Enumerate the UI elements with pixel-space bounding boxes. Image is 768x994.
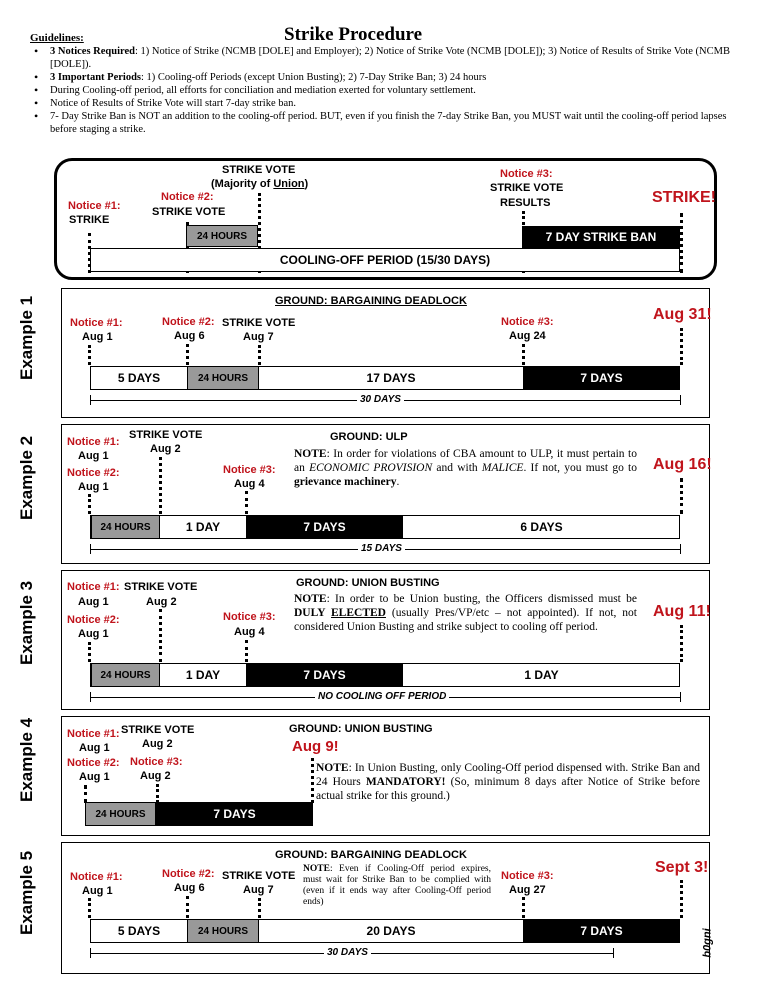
ex1-seg-7-days: 7 DAYS bbox=[523, 366, 680, 390]
example-3-ground: GROUND: UNION BUSTING bbox=[296, 577, 440, 589]
ex5-strike-vote: STRIKE VOTE bbox=[222, 870, 296, 882]
ex1-marker-2 bbox=[186, 344, 189, 365]
ex2-marker-4 bbox=[680, 478, 683, 514]
ex5-marker-1 bbox=[88, 898, 91, 918]
ex3-seg-7-days: 7 DAYS bbox=[246, 663, 403, 687]
author-signature: b0gni bbox=[701, 928, 714, 958]
overview-marker-5 bbox=[680, 213, 683, 273]
ex1-marker-5 bbox=[680, 328, 683, 365]
ex2-seg-7-days: 7 DAYS bbox=[246, 515, 403, 539]
ex5-notice2-date: Aug 6 bbox=[174, 882, 205, 894]
ex1-strike-vote-date: Aug 7 bbox=[243, 331, 274, 343]
ex2-notice3: Notice #3: bbox=[223, 464, 276, 476]
ex5-seg-7-days: 7 DAYS bbox=[523, 919, 680, 943]
ex2-seg-6-days: 6 DAYS bbox=[520, 520, 563, 534]
ex2-marker-1 bbox=[88, 494, 91, 514]
ex3-strike-vote: STRIKE VOTE bbox=[124, 581, 198, 593]
example-2-title: Example 2 bbox=[17, 435, 36, 520]
ex2-seg-1-day: 1 DAY bbox=[185, 520, 221, 534]
ex2-notice1-date: Aug 1 bbox=[78, 450, 109, 462]
ex5-strike-date: Sept 3! bbox=[655, 859, 709, 876]
ex3-notice2-date: Aug 1 bbox=[78, 628, 109, 640]
ex5-seg-5-days: 5 DAYS bbox=[117, 924, 161, 938]
ex3-notice2: Notice #2: bbox=[67, 614, 120, 626]
ex5-notice3: Notice #3: bbox=[501, 870, 554, 882]
ex5-marker-2 bbox=[186, 896, 189, 918]
ex4-marker-2 bbox=[156, 784, 159, 803]
example-4-ground: GROUND: UNION BUSTING bbox=[289, 723, 433, 735]
ex4-timeline bbox=[85, 803, 313, 827]
ex3-notice3-date: Aug 4 bbox=[234, 626, 265, 638]
ex2-dim-tick-right bbox=[680, 544, 681, 554]
overview-sv-results-1: STRIKE VOTE bbox=[490, 182, 564, 194]
ex5-dim-tick-right bbox=[613, 948, 614, 958]
overview-notice3-label: Notice #3: bbox=[500, 168, 553, 180]
ex4-notice1: Notice #1: bbox=[67, 728, 120, 740]
ex5-marker-3 bbox=[258, 898, 261, 918]
ex2-strike-vote: STRIKE VOTE bbox=[129, 429, 203, 441]
ex2-total: 15 DAYS bbox=[358, 543, 405, 554]
ex2-notice2: Notice #2: bbox=[67, 467, 120, 479]
ex3-marker-2 bbox=[159, 609, 162, 662]
ex1-marker-1 bbox=[88, 345, 91, 365]
ex4-notice2-date: Aug 1 bbox=[79, 771, 110, 783]
overview-strike-vote-label: STRIKE VOTE bbox=[152, 206, 226, 218]
ex2-marker-3 bbox=[245, 491, 248, 514]
ex3-note: NOTE: In order to be Union busting, the Officers dismissed must be DULY ELECTED (usually Pres/VP/etc – not appointed). If not, not considered Union Busting and strike subject to cooling off period. bbox=[294, 593, 637, 633]
ex1-marker-4 bbox=[522, 344, 525, 365]
ex5-total: 30 DAYS bbox=[324, 947, 371, 958]
guideline-3: • During Cooling-off period, all efforts for conciliation and mediation exerted for voluntary settlement. bbox=[30, 84, 740, 97]
ex4-notice3-date: Aug 2 bbox=[140, 770, 171, 782]
ex3-strike-vote-date: Aug 2 bbox=[146, 596, 177, 608]
ex2-marker-2 bbox=[159, 457, 162, 514]
ex5-marker-5 bbox=[680, 880, 683, 918]
ex2-notice3-date: Aug 4 bbox=[234, 478, 265, 490]
ex1-seg-24-hours: 24 HOURS bbox=[187, 366, 259, 390]
ex4-seg-7-days: 7 DAYS bbox=[156, 802, 313, 826]
ex1-notice1: Notice #1: bbox=[70, 317, 123, 329]
ex4-notice2: Notice #2: bbox=[67, 757, 120, 769]
guideline-1: • 3 Notices Required: 1) Notice of Strike (NCMB [DOLE] and Employer); 2) Notice of Strike Vote (NCMB [DOLE]); 3) Notice of Results of Strike Vote (NCMB [DOLE]). bbox=[30, 45, 740, 71]
ex4-notice1-date: Aug 1 bbox=[79, 742, 110, 754]
example-4-title: Example 4 bbox=[17, 717, 36, 802]
ex1-timeline bbox=[90, 366, 680, 390]
ex5-timeline bbox=[90, 919, 680, 943]
ex3-marker-3 bbox=[245, 640, 248, 662]
overview-sv-title: STRIKE VOTE bbox=[222, 164, 296, 176]
overview-strike-final: STRIKE! bbox=[652, 189, 716, 206]
ex1-strike-date: Aug 31! bbox=[653, 306, 712, 323]
example-3-title: Example 3 bbox=[17, 580, 36, 665]
example-5-title: Example 5 bbox=[17, 850, 36, 935]
ex2-strike-vote-date: Aug 2 bbox=[150, 443, 181, 455]
example-1-title: Example 1 bbox=[17, 295, 36, 380]
ex4-strike-date: Aug 9! bbox=[292, 738, 339, 755]
ex3-seg-24-hours: 24 HOURS bbox=[91, 663, 160, 687]
guideline-5: • 7- Day Strike Ban is NOT an addition to the cooling-off period. BUT, even if you finish the 7-day Strike Ban, you MUST wait until the cooling-off period lapses before staging a strike. bbox=[30, 110, 740, 136]
ex1-seg-5-days: 5 DAYS bbox=[117, 371, 161, 385]
ex1-notice2: Notice #2: bbox=[162, 316, 215, 328]
guidelines-label: Guidelines: bbox=[30, 32, 84, 44]
ex5-notice2: Notice #2: bbox=[162, 868, 215, 880]
overview-cooling-label: COOLING-OFF PERIOD (15/30 DAYS) bbox=[279, 253, 491, 267]
ex2-notice1: Notice #1: bbox=[67, 436, 120, 448]
ex4-seg-24-hours: 24 HOURS bbox=[85, 802, 156, 826]
ex4-notice3: Notice #3: bbox=[130, 756, 183, 768]
ex3-notice1-date: Aug 1 bbox=[78, 596, 109, 608]
ex5-note: NOTE: Even if Cooling-Off period expires, must wait for Strike Ban to be complied with (even if it ends way after Cooling-Off period ends) bbox=[303, 864, 491, 907]
guidelines-list bbox=[30, 45, 740, 136]
ex2-strike-date: Aug 16! bbox=[653, 456, 712, 473]
ex3-timeline bbox=[90, 663, 680, 687]
ex4-strike-vote: STRIKE VOTE bbox=[121, 724, 195, 736]
ex1-strike-vote: STRIKE VOTE bbox=[222, 317, 296, 329]
ex4-marker-3 bbox=[311, 758, 314, 803]
ex3-dim-tick-right bbox=[680, 692, 681, 702]
ex1-marker-3 bbox=[258, 345, 261, 365]
guideline-2: • 3 Important Periods: 1) Cooling-off Periods (except Union Busting); 2) 7-Day Strike Ban; 3) 24 hours bbox=[30, 71, 740, 84]
ex3-marker-1 bbox=[88, 642, 91, 662]
ex4-strike-vote-date: Aug 2 bbox=[142, 738, 173, 750]
overview-sv-results-2: RESULTS bbox=[500, 197, 551, 209]
ex2-timeline bbox=[90, 515, 680, 539]
example-2-ground: GROUND: ULP bbox=[330, 431, 408, 443]
overview-strike-ban: 7 DAY STRIKE BAN bbox=[522, 226, 680, 248]
ex3-seg-1-day-end: 1 DAY bbox=[524, 668, 559, 682]
ex5-seg-24-hours: 24 HOURS bbox=[187, 919, 259, 943]
ex4-marker-1 bbox=[84, 785, 87, 803]
ex2-seg-24-hours: 24 HOURS bbox=[91, 515, 160, 539]
ex1-notice3-date: Aug 24 bbox=[509, 330, 546, 342]
ex3-seg-1-day: 1 DAY bbox=[185, 668, 221, 682]
ex5-strike-vote-date: Aug 7 bbox=[243, 884, 274, 896]
ex3-notice1: Notice #1: bbox=[67, 581, 120, 593]
ex5-notice3-date: Aug 27 bbox=[509, 884, 546, 896]
ex1-notice3: Notice #3: bbox=[501, 316, 554, 328]
ex5-notice1-date: Aug 1 bbox=[82, 885, 113, 897]
ex2-notice2-date: Aug 1 bbox=[78, 481, 109, 493]
ex1-total: 30 DAYS bbox=[357, 394, 404, 405]
ex2-note: NOTE: In order for violations of CBA amount to ULP, it must pertain to an ECONOMIC PROVISION and with MALICE. If not, you must go to grievance machinery. bbox=[294, 448, 637, 488]
example-1-ground: GROUND: BARGAINING DEADLOCK bbox=[275, 295, 467, 307]
ex5-notice1: Notice #1: bbox=[70, 871, 123, 883]
overview-strike-label: STRIKE bbox=[69, 214, 110, 226]
ex5-seg-20-days: 20 DAYS bbox=[366, 924, 416, 938]
ex1-notice1-date: Aug 1 bbox=[82, 331, 113, 343]
overview-notice2-label: Notice #2: bbox=[161, 191, 214, 203]
page-title: Strike Procedure bbox=[284, 24, 423, 45]
ex3-notice3: Notice #3: bbox=[223, 611, 276, 623]
ex3-strike-date: Aug 11! bbox=[653, 603, 711, 620]
ex4-note: NOTE: In Union Busting, only Cooling-Off period dispensed with. Strike Ban and 24 Hours MANDATORY! (So, minimum 8 days after Notice of Strike before actual strike for this ground.) bbox=[316, 762, 700, 802]
overview-24-hours: 24 HOURS bbox=[186, 225, 258, 247]
ex1-seg-17-days: 17 DAYS bbox=[366, 371, 416, 385]
ex1-notice2-date: Aug 6 bbox=[174, 330, 205, 342]
ex5-marker-4 bbox=[522, 897, 525, 918]
ex3-total: NO COOLING OFF PERIOD bbox=[315, 691, 449, 702]
ex3-marker-4 bbox=[680, 625, 683, 662]
example-5-ground: GROUND: BARGAINING DEADLOCK bbox=[275, 849, 467, 861]
ex1-dim-tick-right bbox=[680, 395, 681, 405]
guideline-4: • Notice of Results of Strike Vote will start 7-day strike ban. bbox=[30, 97, 740, 110]
overview-notice1-label: Notice #1: bbox=[68, 200, 121, 212]
overview-sv-majority: (Majority of Union) bbox=[211, 178, 309, 190]
